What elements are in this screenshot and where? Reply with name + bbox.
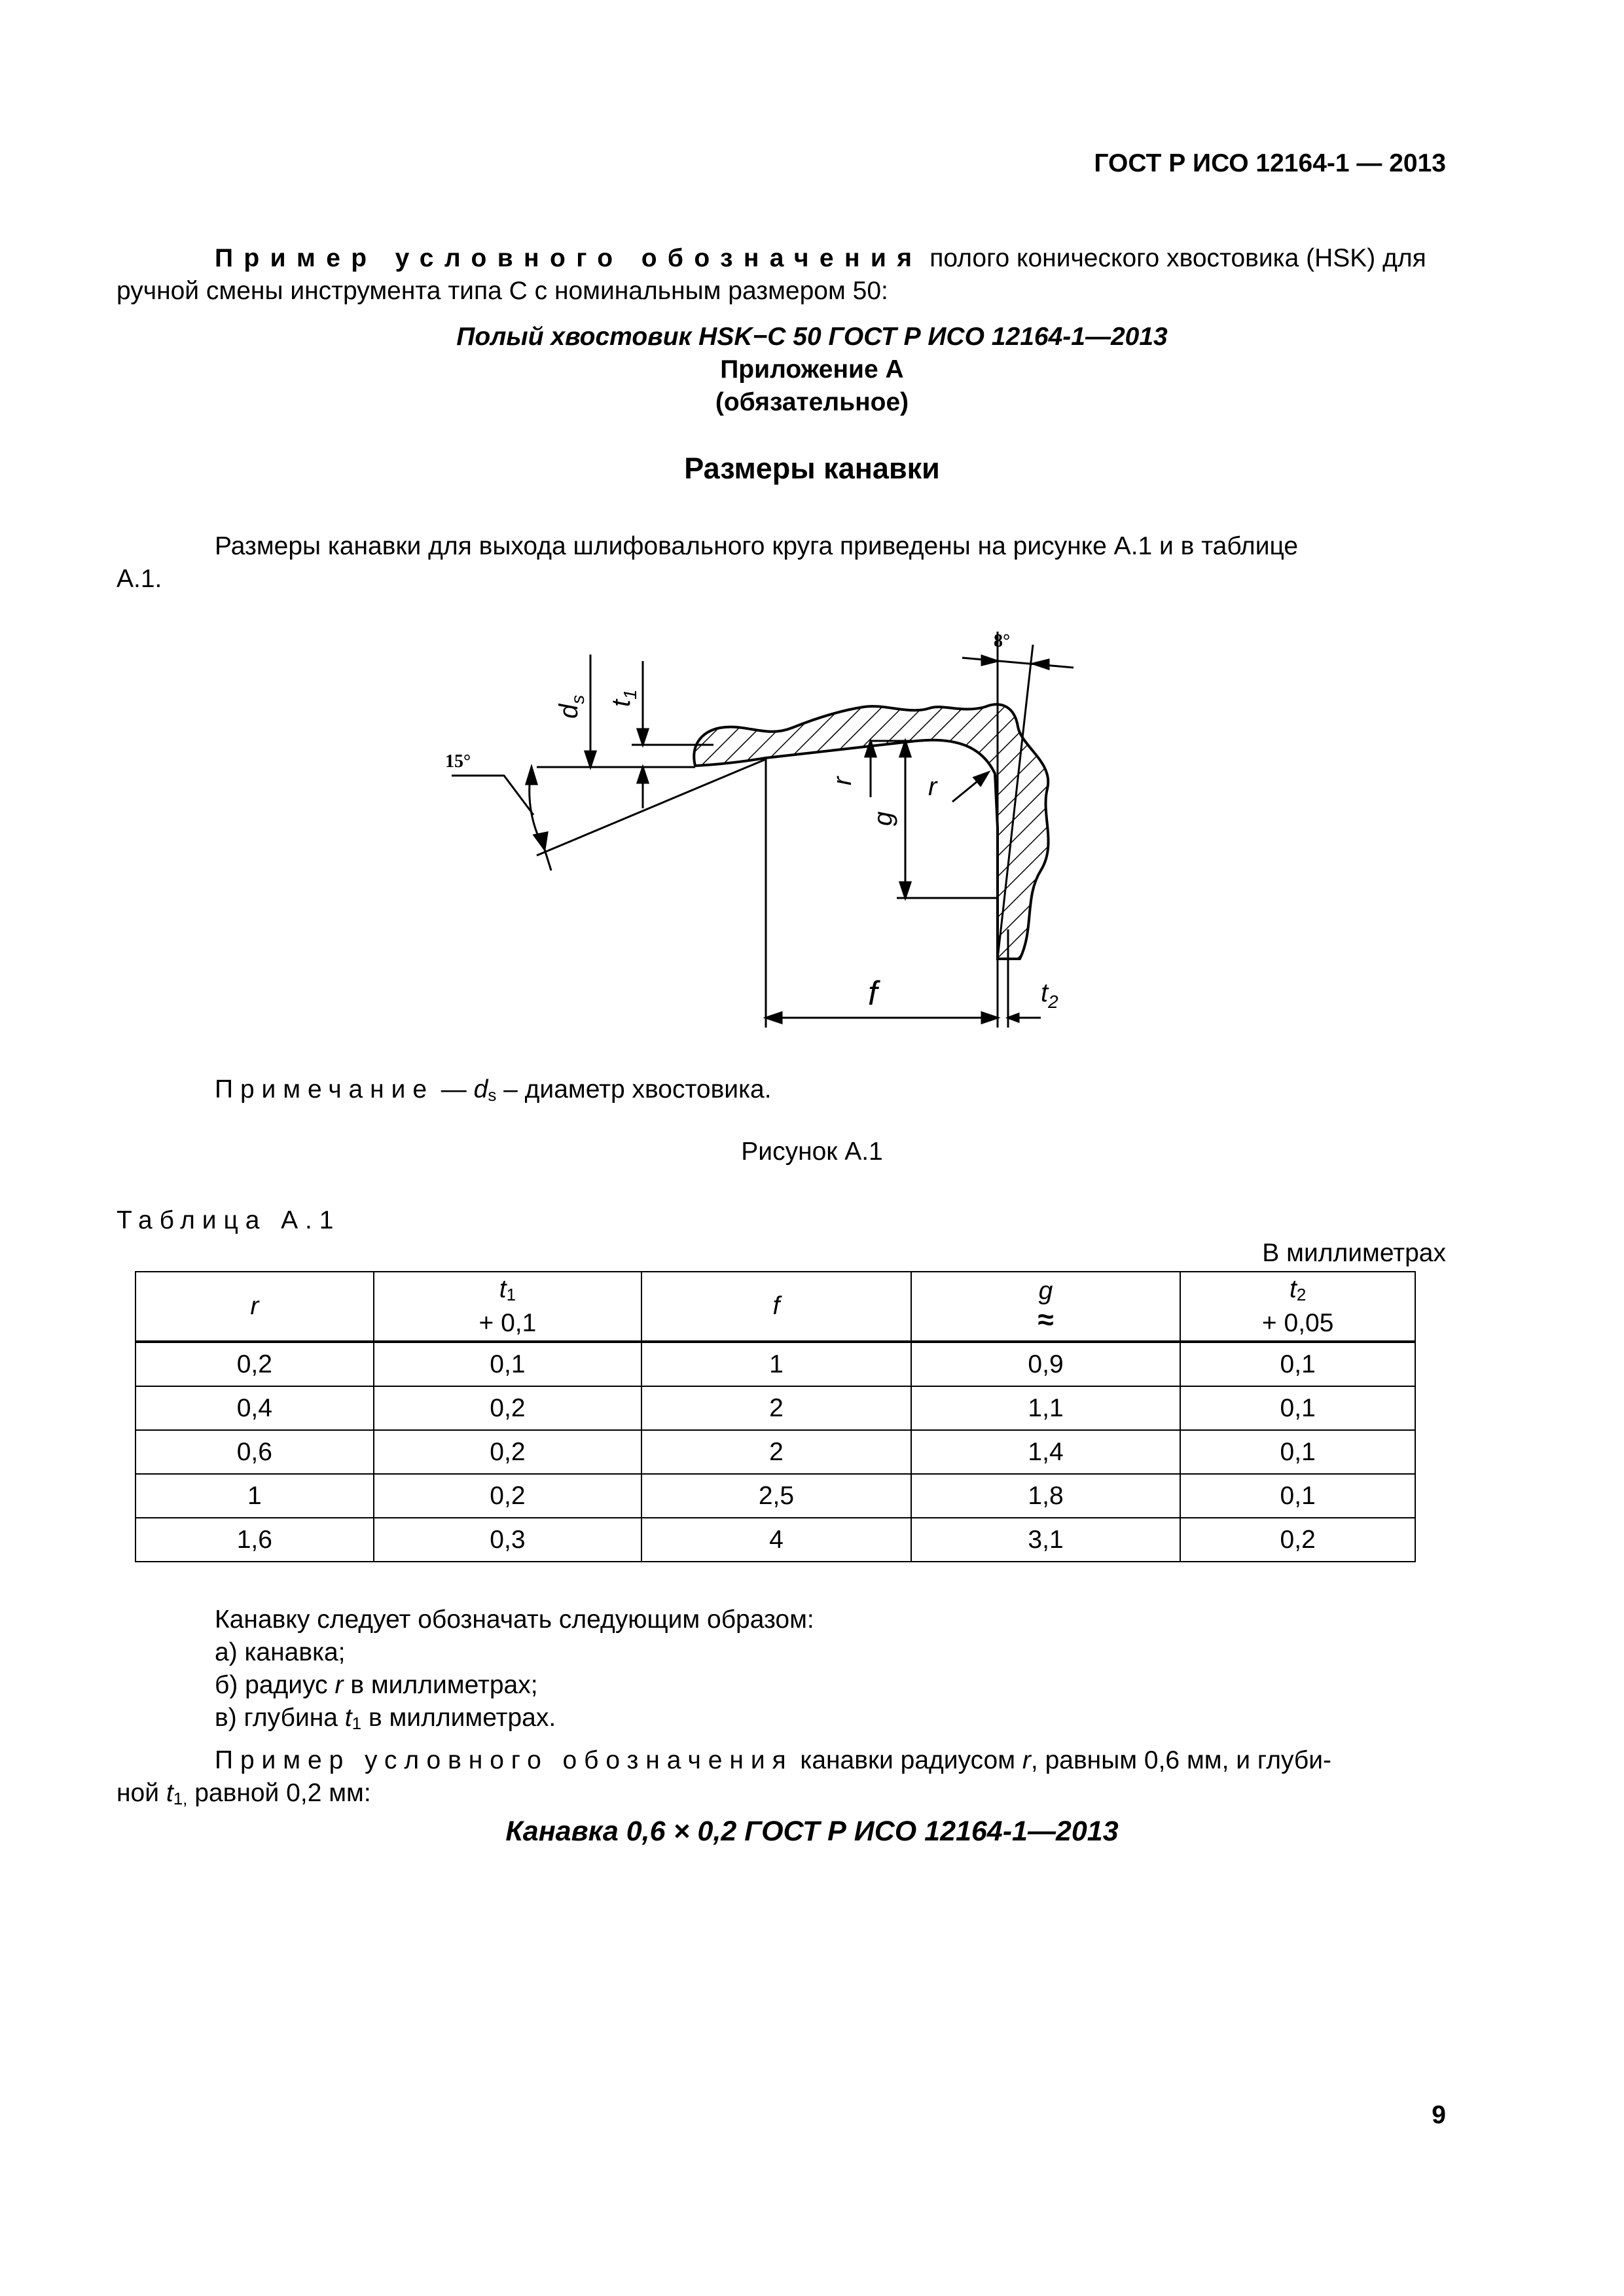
header-cell: $t_1$ + 0,1 bbox=[374, 1272, 642, 1342]
table-row bbox=[135, 1342, 1415, 1386]
table-cell: 1,6 bbox=[135, 1518, 374, 1562]
figure-caption: Рисунок А.1 bbox=[741, 1138, 883, 1166]
example2-line-2: ной $t_{1,}$ равной 0,2 мм: bbox=[117, 1779, 371, 1808]
note-lead: Примечание bbox=[215, 1075, 434, 1103]
label-ds: $d_s$ bbox=[554, 694, 588, 719]
page-number: 9 bbox=[1432, 2101, 1446, 2129]
label-g: g bbox=[869, 811, 897, 826]
label-angle-15: 15° bbox=[445, 751, 471, 772]
table-cell: 0,2 bbox=[1180, 1518, 1415, 1562]
groove-drawing bbox=[0, 0, 1624, 1060]
label-r-inner: r bbox=[828, 776, 857, 785]
note-symbol: d bbox=[473, 1075, 488, 1103]
table-header-row bbox=[135, 1272, 1415, 1342]
table-cell: 0,1 bbox=[374, 1342, 642, 1386]
intro-spaced-lead: Пример условного обозначения bbox=[215, 244, 923, 272]
intro-line-2: ручной смены инструмента типа С с номинальным размером 50: bbox=[117, 277, 888, 305]
table-cell: 1 bbox=[641, 1342, 911, 1386]
angle-15-leader bbox=[452, 776, 533, 815]
document-header: ГОСТ Р ИСО 12164-1 — 2013 bbox=[1094, 149, 1446, 177]
table-cell: 0,2 bbox=[135, 1342, 374, 1386]
table-cell: 2,5 bbox=[641, 1474, 911, 1518]
table-cell: 2 bbox=[641, 1386, 911, 1430]
label-t1: $t_1$ bbox=[607, 689, 640, 707]
table-cell: 1,8 bbox=[911, 1474, 1181, 1518]
table-cell: 0,1 bbox=[1180, 1342, 1415, 1386]
table-cell: 0,2 bbox=[374, 1474, 642, 1518]
rules-item-c: в) глубина $t_1$ в миллиметрах. bbox=[215, 1704, 556, 1733]
example2-spaced-lead: Пример условного обозначения bbox=[215, 1746, 793, 1774]
paragraph-line-2: А.1. bbox=[117, 565, 162, 593]
annex-status: (обязательное) bbox=[715, 388, 909, 416]
header-cell: $t_2$ + 0,05 bbox=[1180, 1272, 1415, 1342]
rules-intro: Канавку следует обозначать следующим образом: bbox=[215, 1605, 814, 1634]
dimensions-table bbox=[135, 1271, 1416, 1562]
table-row bbox=[135, 1474, 1415, 1518]
table-cell: 4 bbox=[641, 1518, 911, 1562]
table-cell: 0,1 bbox=[1180, 1430, 1415, 1474]
table-row bbox=[135, 1430, 1415, 1474]
header-cell: f bbox=[641, 1272, 911, 1342]
note-dash: — bbox=[433, 1075, 474, 1103]
rules-item-b: б) радиус r в миллиметрах; bbox=[215, 1671, 538, 1699]
header-cell: g ≈ bbox=[911, 1272, 1181, 1342]
note-symbol-sub: s bbox=[488, 1085, 497, 1105]
table-cell: 0,3 bbox=[374, 1518, 642, 1562]
note-rest: – диаметр хвостовика. bbox=[496, 1075, 772, 1103]
rules-item-a: а) канавка; bbox=[215, 1638, 346, 1666]
intro-line1-rest: полого конического хвостовика (HSK) для bbox=[922, 244, 1426, 272]
table-row bbox=[135, 1386, 1415, 1430]
table-cell: 0,1 bbox=[1180, 1474, 1415, 1518]
table-cell: 0,9 bbox=[911, 1342, 1181, 1386]
table-cell: 2 bbox=[641, 1430, 911, 1474]
section-title: Размеры канавки bbox=[684, 452, 940, 485]
label-f: f bbox=[868, 975, 878, 1013]
table-cell: 0,2 bbox=[374, 1386, 642, 1430]
angle-8-dim bbox=[962, 658, 1074, 668]
example2-line-1: Пример условного обозначения канавки радиусом r, равным 0,6 мм, и глуби- bbox=[215, 1746, 1332, 1774]
annex-label: Приложение А bbox=[720, 355, 904, 384]
figure-note bbox=[215, 1073, 772, 1111]
table-cell: 0,6 bbox=[135, 1430, 374, 1474]
table-units: В миллиметрах bbox=[1262, 1239, 1446, 1267]
label-angle-8: 8° bbox=[994, 631, 1011, 651]
paragraph-line-1: Размеры канавки для выхода шлифовального круга приведены на рисунке А.1 и в таблице bbox=[215, 532, 1299, 560]
label-r-outer: r bbox=[928, 772, 937, 801]
label-t2: $t_2$ bbox=[1041, 978, 1058, 1012]
cone-line-15deg bbox=[537, 759, 766, 855]
header-cell: r bbox=[135, 1272, 374, 1342]
table-cell: 0,1 bbox=[1180, 1386, 1415, 1430]
table-cell: 1,1 bbox=[911, 1386, 1181, 1430]
designation-example: Полый хвостовик HSK−C 50 ГОСТ Р ИСО 12164-1—2013 bbox=[456, 323, 1168, 351]
example2-designation: Канавка 0,6 × 0,2 ГОСТ Р ИСО 12164-1—2013 bbox=[505, 1816, 1119, 1847]
table-cell: 3,1 bbox=[911, 1518, 1181, 1562]
table-cell: 1 bbox=[135, 1474, 374, 1518]
table-cell: 1,4 bbox=[911, 1430, 1181, 1474]
table-title: Таблица А.1 bbox=[117, 1206, 341, 1234]
table-row bbox=[135, 1518, 1415, 1562]
table-cell: 0,2 bbox=[374, 1430, 642, 1474]
table-cell: 0,4 bbox=[135, 1386, 374, 1430]
